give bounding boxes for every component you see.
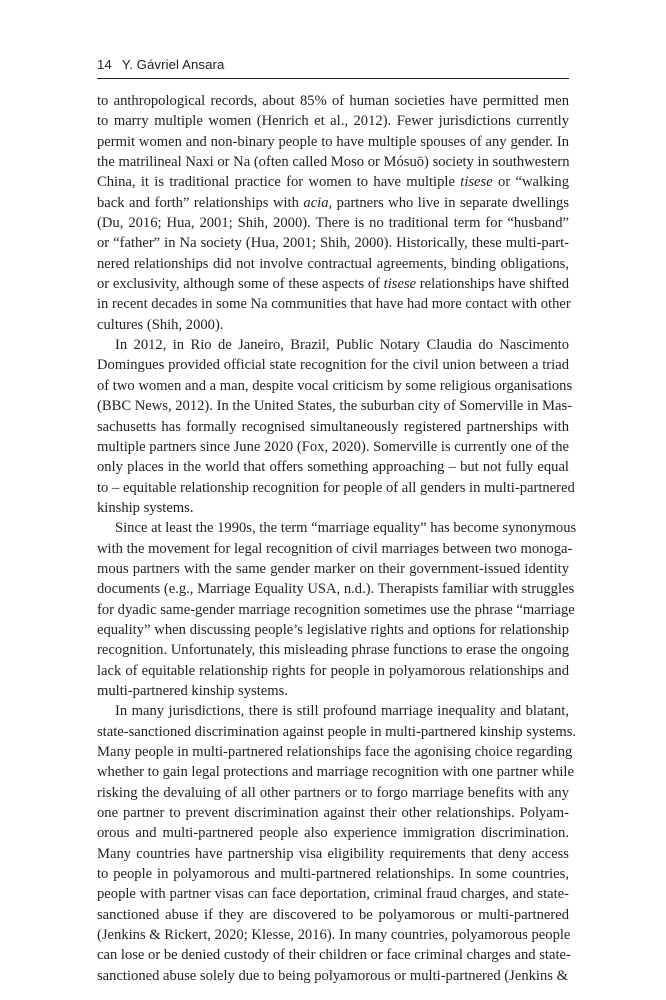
text-line: sanctioned abuse if they are discovered to be polyamorous or multi-partnered bbox=[97, 906, 569, 923]
text-line: can lose or be denied custody of their children or face criminal charges and state- bbox=[97, 947, 571, 964]
text-line: recognition. Unfortunately, this misleading phrase functions to erase the ongoing bbox=[97, 642, 570, 659]
text-line: whether to gain legal protections and marriage recognition with one partner while bbox=[97, 764, 574, 781]
text-line: sanctioned abuse solely due to being polyamorous or multi-partnered (Jenkins & bbox=[97, 967, 568, 984]
text-line: for dyadic same-gender marriage recognition sometimes use the phrase “marriage bbox=[97, 601, 575, 618]
text-line: multiple partners since June 2020 (Fox, 2020). Somerville is currently one of the bbox=[97, 438, 569, 455]
text-line: to anthropological records, about 85% of human societies have permitted men bbox=[97, 93, 569, 109]
text-line: of two women and a man, despite vocal criticism by some religious organisations bbox=[97, 377, 573, 394]
text-line: only places in the world that offers something approaching – but not fully equal bbox=[97, 459, 569, 476]
text-line: with the movement for legal recognition of civil marriages between two monoga- bbox=[97, 540, 573, 557]
text-line: people with partner visas can face deportation, criminal fraud charges, and state- bbox=[97, 886, 569, 903]
text-line: equality” when discussing people’s legislative rights and options for relationship bbox=[97, 621, 569, 638]
text-line: Since at least the 1990s, the term “marriage equality” has become synonymous bbox=[115, 520, 577, 537]
text-line: to marry multiple women (Henrich et al., 2012). Fewer jurisdictions currently bbox=[97, 113, 569, 130]
text-line: (Jenkins & Rickert, 2020; Klesse, 2016). In many countries, polyamorous people bbox=[97, 927, 571, 944]
text-line: (Du, 2016; Hua, 2001; Shih, 2000). There is no traditional term for “husband” bbox=[97, 215, 569, 232]
author-name: Y. Gávriel Ansara bbox=[121, 57, 225, 72]
text-line: Many countries have partnership visa eligibility requirements that deny access bbox=[97, 845, 569, 862]
text-line: lack of equitable relationship rights for people in polyamorous relationships and bbox=[97, 662, 569, 679]
text-line: or “father” in Na society (Hua, 2001; Shih, 2000). Historically, these multi-part- bbox=[97, 235, 569, 252]
text-line: mous partners with the same gender marker on their government-issued identity bbox=[97, 560, 569, 577]
text-line: documents (e.g., Marriage Equality USA, n.d.). Therapists familiar with struggles bbox=[97, 581, 575, 598]
text-line: to – equitable relationship recognition for people of all genders in multi-partnered bbox=[97, 479, 575, 496]
text-line: the matrilineal Naxi or Na (often called Moso or Mósuō) society in southwestern bbox=[97, 154, 570, 171]
text-line: cultures (Shih, 2000). bbox=[97, 316, 224, 333]
text-line: sachusetts has formally recognised simultaneously registered partnerships with bbox=[97, 418, 569, 435]
text-line: back and forth” relationships with acia, partners who live in separate dwellings bbox=[97, 194, 570, 211]
body-text bbox=[97, 91, 577, 986]
page-number: 14 bbox=[97, 57, 112, 72]
text-line: In many jurisdictions, there is still profound marriage inequality and blatant, bbox=[115, 703, 569, 720]
text-line: Many people in multi-partnered relationships face the agonising choice regarding bbox=[97, 744, 573, 760]
text-line: (BBC News, 2012). In the United States, the suburban city of Somerville in Mas- bbox=[97, 398, 573, 415]
paragraph bbox=[97, 701, 577, 986]
text-line: state-sanctioned discrimination against people in multi-partnered kinship systems. bbox=[97, 723, 577, 740]
text-line: to people in polyamorous and multi-partnered relationships. In some countries, bbox=[97, 866, 569, 883]
header-rule bbox=[97, 78, 569, 79]
paragraph bbox=[97, 335, 575, 518]
text-line: kinship systems. bbox=[97, 499, 194, 516]
text-line: Domingues provided official state recognition for the civil union between a triad bbox=[97, 357, 569, 374]
text-line: orous and multi-partnered people also experience immigration discrimination. bbox=[97, 825, 569, 842]
text-line: nered relationships did not involve contractual agreements, binding obligations, bbox=[97, 255, 569, 272]
text-line: multi-partnered kinship systems. bbox=[97, 682, 288, 699]
paragraph bbox=[97, 91, 569, 335]
text-line: permit women and non-binary people to have multiple spouses of any gender. In bbox=[97, 133, 569, 150]
text-line: one partner to prevent discrimination against their other relationships. Polyam- bbox=[97, 805, 569, 822]
text-line: in recent decades in some Na communities that have had more contact with other bbox=[97, 296, 571, 313]
paragraph bbox=[97, 518, 577, 701]
running-head bbox=[97, 57, 569, 79]
text-line: or exclusivity, although some of these aspects of tisese relationships have shifted bbox=[97, 276, 569, 293]
text-line: China, it is traditional practice for women to have multiple tisese or “walking bbox=[97, 174, 569, 191]
text-line: In 2012, in Rio de Janeiro, Brazil, Public Notary Claudia do Nascimento bbox=[115, 337, 569, 354]
text-line: risking the devaluing of all other partners or to forgo marriage benefits with any bbox=[97, 784, 569, 801]
